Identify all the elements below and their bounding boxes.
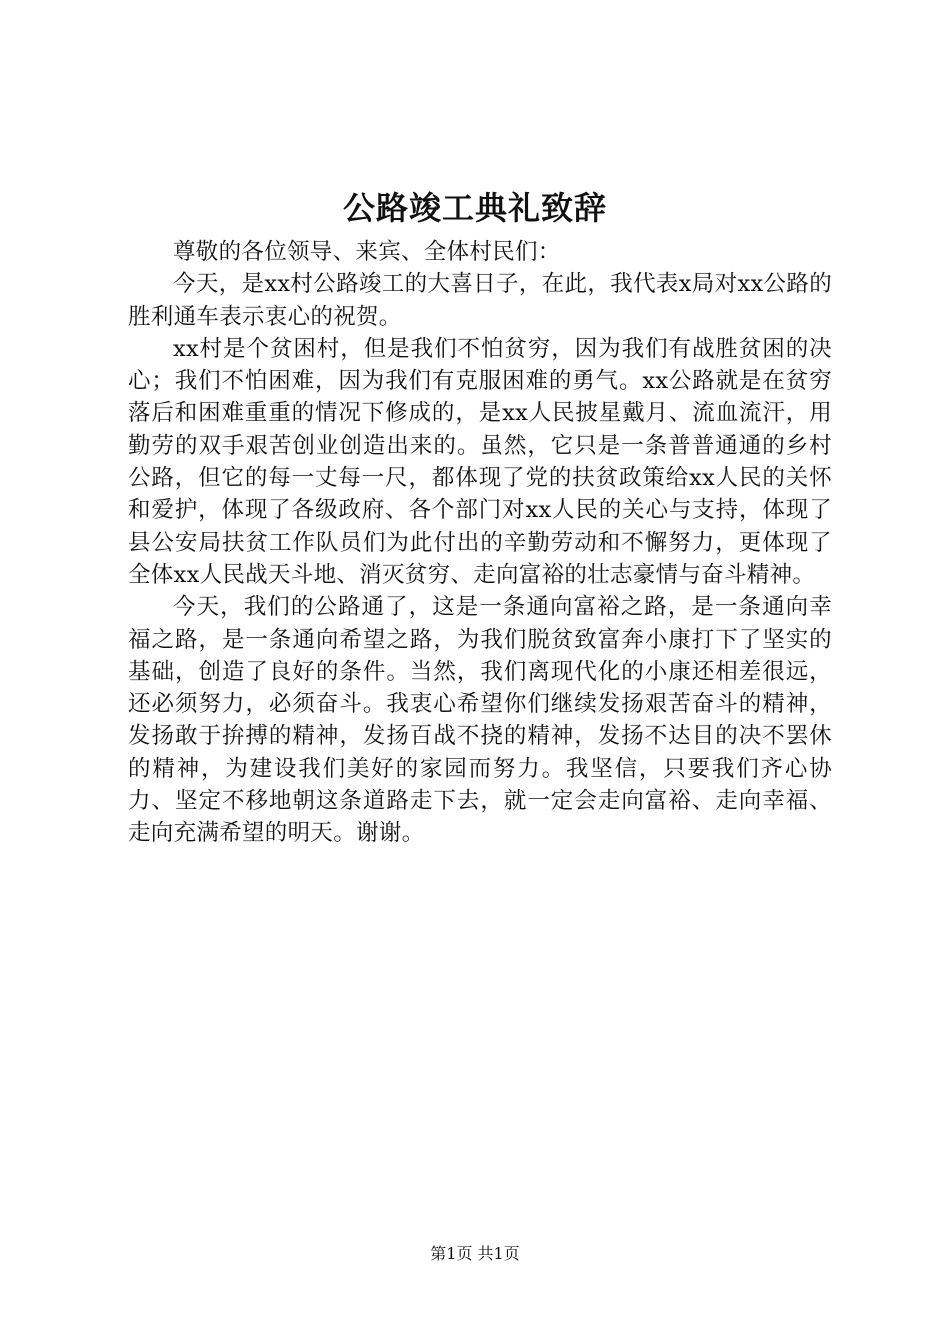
paragraph-congratulation: 今天，是xx村公路竣工的大喜日子，在此，我代表x局对xx公路的胜利通车表示衷心的祝贺。 xyxy=(128,271,832,330)
page-number-footer: 第1页 共1页 xyxy=(430,1244,520,1263)
paragraph-village-story: xx村是个贫困村，但是我们不怕贫穷，因为我们有战胜贫困的决心；我们不怕困难，因为我们有克服困难的勇气。xx公路就是在贫穷落后和困难重重的情况下修成的，是xx人民披星戴月、流血流汗，用勤劳的双手艰苦创业创造出来的。虽然，它只是一条普普通通的乡村公路，但它的每一丈每一尺，都体现了党的扶贫政策给xx人民的关怀和爱护，体现了各级政府、各个部门对xx人民的关心与支持，体现了县公安局扶贫工作队员们为此付出的辛勤劳动和不懈努力，更体现了全体xx人民战天斗地、消灭贫穷、走向富裕的壮志豪情与奋斗精神。 xyxy=(128,335,832,588)
paragraph-closing: 今天，我们的公路通了，这是一条通向富裕之路，是一条通向幸福之路，是一条通向希望之路，为我们脱贫致富奔小康打下了坚实的基础，创造了良好的条件。当然，我们离现代化的小康还相差很远，还必须努力，必须奋斗。我衷心希望你们继续发扬艰苦奋斗的精神，发扬敢于拚搏的精神，发扬百战不挠的精神，发扬不达目的决不罢休的精神，为建设我们美好的家园而努力。我坚信，只要我们齐心协力、坚定不移地朝这条道路走下去，就一定会走向富裕、走向幸福、走向充满希望的明天。谢谢。 xyxy=(128,594,832,847)
document-body xyxy=(128,236,832,850)
document-title: 公路竣工典礼致辞 xyxy=(342,189,607,227)
paragraph-salutation: 尊敬的各位领导、来宾、全体村民们： xyxy=(173,239,561,265)
